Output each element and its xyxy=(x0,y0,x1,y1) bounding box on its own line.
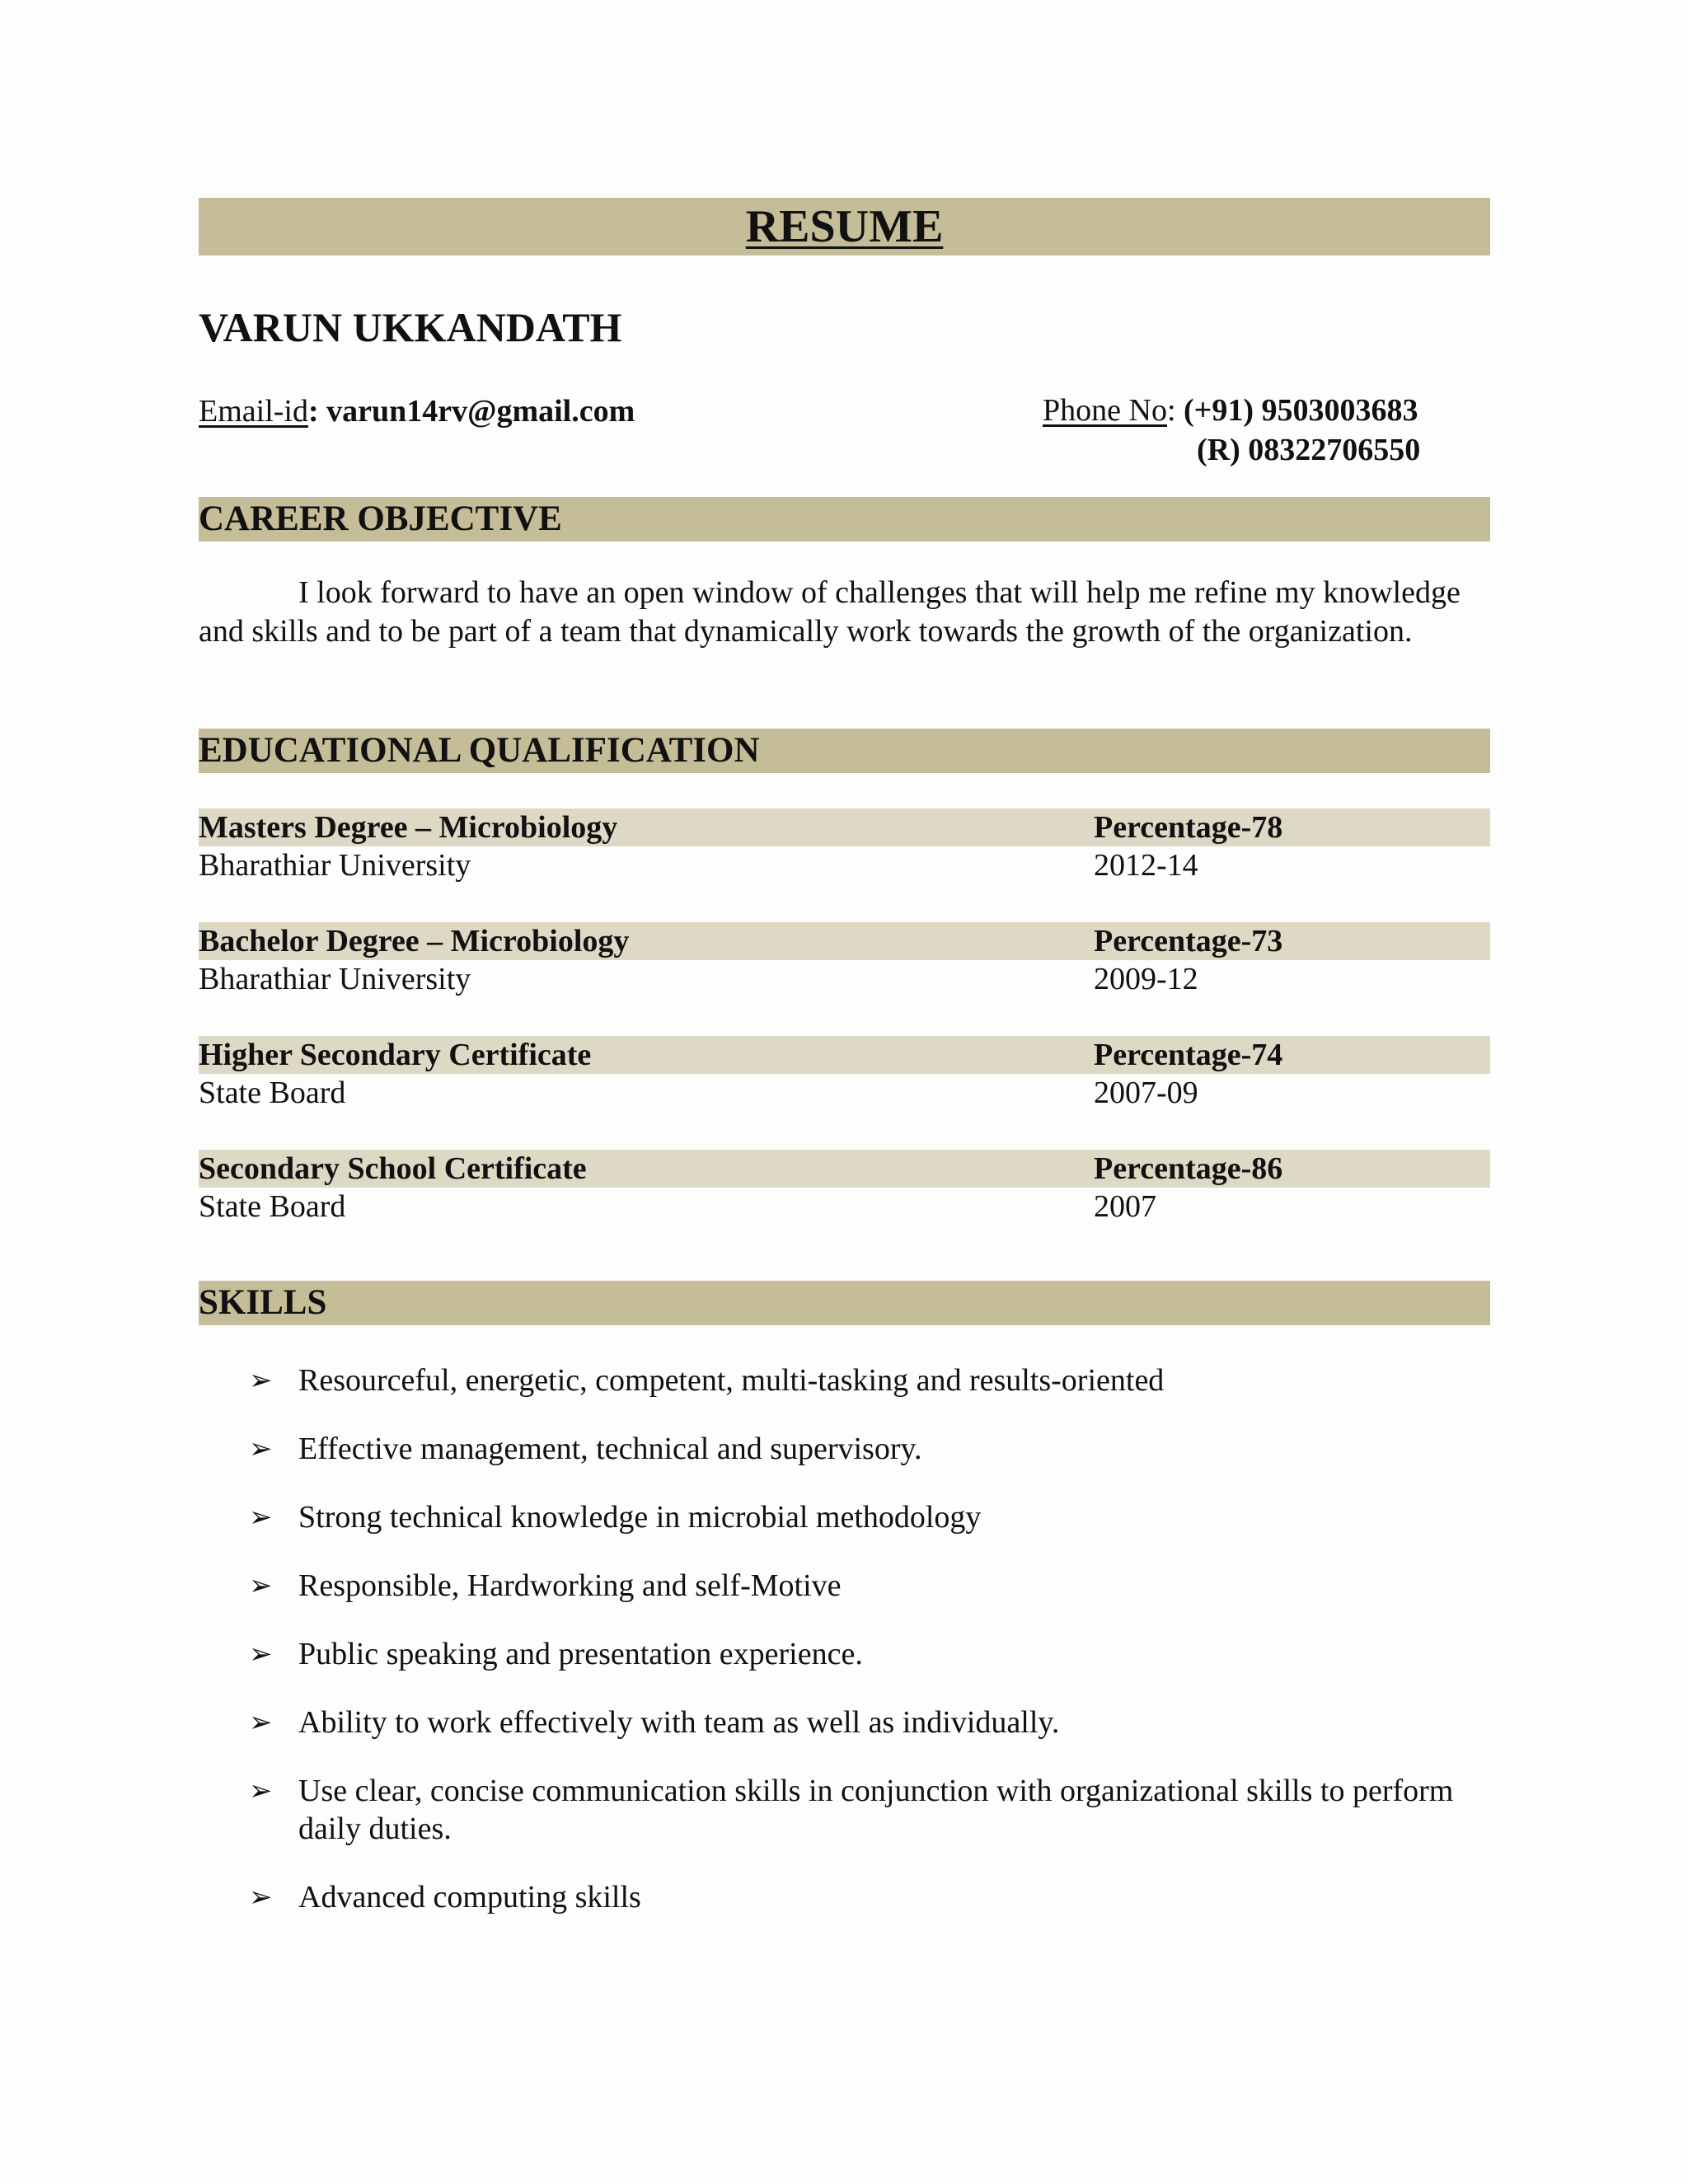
skill-item xyxy=(199,1430,1490,1468)
arrow-bullet-icon: ➢ xyxy=(249,1364,273,1397)
arrow-bullet-icon: ➢ xyxy=(249,1774,273,1807)
arrow-bullet-icon: ➢ xyxy=(249,1501,273,1534)
education-entry xyxy=(199,1150,1490,1226)
arrow-bullet-icon: ➢ xyxy=(249,1706,273,1739)
education-degree: Bachelor Degree – Microbiology xyxy=(199,924,630,958)
education-entry-header xyxy=(199,1036,1490,1074)
skill-text: Public speaking and presentation experience. xyxy=(298,1637,863,1671)
arrow-bullet-icon: ➢ xyxy=(249,1569,273,1602)
education-years: 2007 xyxy=(1094,1189,1156,1224)
education-entry-details xyxy=(199,960,1490,998)
skill-item xyxy=(199,1878,1490,1916)
skill-item xyxy=(199,1567,1490,1605)
education-years: 2009-12 xyxy=(1094,962,1198,996)
objective-heading: CAREER OBJECTIVE xyxy=(199,499,562,538)
candidate-name: VARUN UKKANDATH xyxy=(199,304,622,350)
email-label: Email-id xyxy=(199,394,308,429)
education-entry-header xyxy=(199,1150,1490,1188)
education-degree: Secondary School Certificate xyxy=(199,1151,587,1186)
skill-text: Responsible, Hardworking and self-Motive xyxy=(298,1568,842,1603)
education-entry xyxy=(199,922,1490,998)
phone-block xyxy=(1043,391,1420,470)
education-years: 2007-09 xyxy=(1094,1076,1198,1110)
skill-text: Use clear, concise communication skills in conjunction with organizational skills to perform daily duties. xyxy=(298,1774,1454,1846)
education-entry-details xyxy=(199,846,1490,884)
education-years: 2012-14 xyxy=(1094,848,1198,883)
education-percentage: Percentage-78 xyxy=(1094,810,1283,845)
education-institution: State Board xyxy=(199,1189,346,1224)
arrow-bullet-icon: ➢ xyxy=(249,1638,273,1671)
phone-label: Phone No xyxy=(1043,393,1167,428)
education-entry-header xyxy=(199,922,1490,960)
education-institution: Bharathiar University xyxy=(199,848,471,883)
phone-line-1 xyxy=(1043,391,1420,430)
skill-text: Ability to work effectively with team as well as individually. xyxy=(298,1705,1060,1740)
skill-text: Effective management, technical and supervisory. xyxy=(298,1432,922,1466)
education-degree: Masters Degree – Microbiology xyxy=(199,810,618,845)
skill-item xyxy=(199,1498,1490,1536)
skills-list xyxy=(199,1361,1490,1947)
education-percentage: Percentage-74 xyxy=(1094,1038,1283,1072)
education-institution: Bharathiar University xyxy=(199,962,471,996)
email-value[interactable]: varun14rv@gmail.com xyxy=(326,394,635,429)
skill-text: Resourceful, energetic, competent, multi-tasking and results-oriented xyxy=(298,1363,1165,1398)
education-degree: Higher Secondary Certificate xyxy=(199,1038,592,1072)
education-entry-details xyxy=(199,1074,1490,1112)
skills-heading: SKILLS xyxy=(199,1283,327,1322)
skill-item xyxy=(199,1361,1490,1399)
phone-secondary: (R) 08322706550 xyxy=(1197,433,1421,467)
objective-text: I look forward to have an open window of challenges that will help me refine my knowledge and skills and to be part of a team that dynamically work towards the growth of the organization. xyxy=(199,575,1461,649)
phone-primary: (+91) 9503003683 xyxy=(1184,393,1418,428)
arrow-bullet-icon: ➢ xyxy=(249,1881,273,1914)
education-percentage: Percentage-86 xyxy=(1094,1151,1283,1186)
email-line xyxy=(199,391,635,432)
skill-text: Advanced computing skills xyxy=(298,1880,641,1915)
education-entry-details xyxy=(199,1188,1490,1226)
education-entry xyxy=(199,1036,1490,1112)
education-institution: State Board xyxy=(199,1076,346,1110)
education-heading: EDUCATIONAL QUALIFICATION xyxy=(199,731,760,770)
email-separator: : xyxy=(307,394,327,429)
education-entry-header xyxy=(199,808,1490,846)
skill-item xyxy=(199,1704,1490,1741)
skill-text: Strong technical knowledge in microbial methodology xyxy=(298,1500,982,1535)
title-bar xyxy=(199,198,1490,255)
skills-heading-bar xyxy=(199,1281,1490,1325)
arrow-bullet-icon: ➢ xyxy=(249,1432,273,1465)
objective-heading-bar xyxy=(199,497,1490,541)
education-heading-bar xyxy=(199,729,1490,773)
skill-item xyxy=(199,1772,1490,1848)
education-percentage: Percentage-73 xyxy=(1094,924,1283,958)
education-entry xyxy=(199,808,1490,884)
resume-title: RESUME xyxy=(745,201,944,252)
skill-item xyxy=(199,1635,1490,1673)
phone-separator: : xyxy=(1166,393,1184,428)
